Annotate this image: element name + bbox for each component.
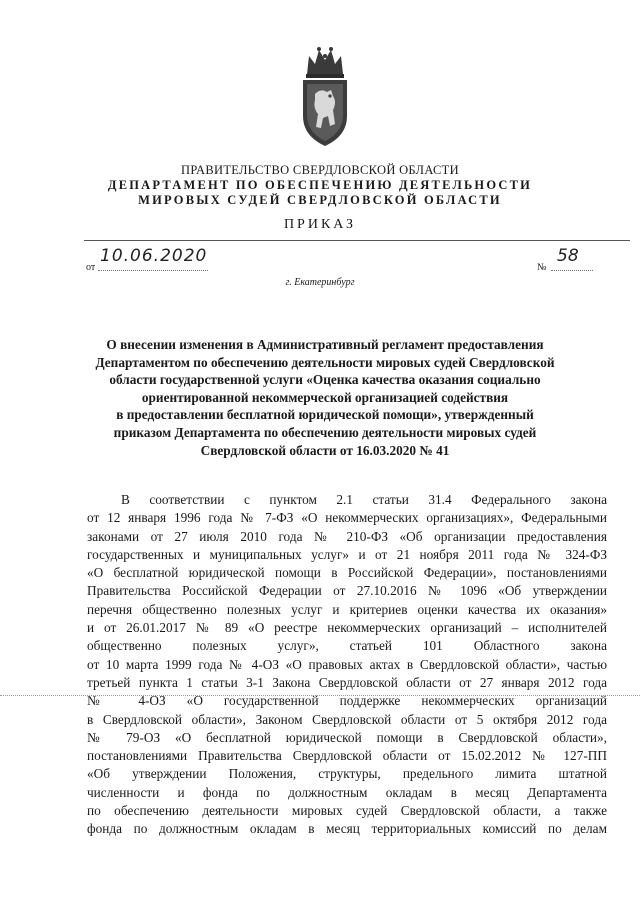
- scan-artifact-line: [0, 695, 640, 696]
- order-title: [72, 336, 578, 459]
- body-line: № 4-ОЗ «О государственной поддержке некоммерческих организаций: [87, 693, 607, 709]
- body-line: от 10 марта 1999 года № 4-ОЗ «О правовых актах в Свердловской области», частью: [87, 656, 607, 672]
- number-underline: [551, 270, 593, 271]
- body-line: В соответствии с пунктом 2.1 статьи 31.4 Федерального закона: [121, 492, 607, 507]
- body-line: общественно полезных услуг», статьей 101 Областного закона: [87, 638, 607, 654]
- body-line: постановлениями Правительства Свердловской области от 15.02.2012 № 127-ПП: [87, 748, 607, 764]
- body-line: Правительства Российской Федерации от 27.10.2016 № 1096 «Об утверждении: [87, 583, 607, 599]
- body-line: фонда по должностным окладам в месяц территориальных комиссий по делам: [87, 821, 607, 837]
- date-label: от: [86, 262, 96, 273]
- title-line: приказом Департамента по обеспечению деятельности мировых судей: [113, 424, 537, 440]
- title-line: Свердловской области от 16.03.2020 № 41: [200, 442, 450, 458]
- body-line: третьей пункта 1 статьи 3-1 Закона Свердловской области от 27 января 2012 года: [87, 674, 607, 690]
- title-line: О внесении изменения в Административный регламент предоставления: [106, 337, 544, 352]
- body-line: от 12 января 1996 года № 7-ФЗ «О некоммерческих организациях», Федеральными: [87, 510, 607, 526]
- title-line: ориентированной некоммерческой организацией содействия: [141, 389, 509, 405]
- number-label: №: [537, 262, 547, 273]
- title-line: Департаментом по обеспечению деятельности мировых судей Свердловской: [95, 354, 555, 370]
- body-line: государственных и муниципальных услуг» и от 21 ноября 2011 года № 324-ФЗ: [87, 546, 607, 562]
- order-date: 10.06.2020: [100, 246, 208, 266]
- title-line: в предоставлении бесплатной юридической помощи», утвержденный: [116, 407, 534, 423]
- body-line: «Об утверждении Положения, структуры, предельного лимита штатной: [87, 766, 607, 782]
- body-line: № 79-ОЗ «О бесплатной юридической помощи в Свердловской области»,: [87, 729, 607, 745]
- header-divider: [84, 240, 630, 241]
- body-line: перечня общественно полезных услуг и критериев оценки качества их оказания»: [87, 601, 607, 617]
- body-line: «О бесплатной юридической помощи в Российской Федерации», постановлениями: [87, 565, 607, 581]
- document-type: ПРИКАЗ: [283, 217, 357, 232]
- order-number: 58: [557, 246, 579, 266]
- coat-of-arms-icon: [297, 44, 353, 148]
- department-name-line-1: ДЕПАРТАМЕНТ ПО ОБЕСПЕЧЕНИЮ ДЕЯТЕЛЬНОСТИ: [107, 178, 533, 192]
- body-line: в Свердловской области», Законом Свердловской области от 5 октября 2012 года: [87, 711, 607, 727]
- government-name: ПРАВИТЕЛЬСТВО СВЕРДЛОВСКОЙ ОБЛАСТИ: [181, 163, 459, 177]
- date-underline: [98, 270, 208, 271]
- body-line: и от 26.01.2017 № 89 «О реестре некоммерческих организаций – исполнителей: [87, 620, 607, 636]
- body-paragraph: [87, 491, 607, 839]
- body-line: по обеспечению деятельности мировых судей Свердловской области, а также: [87, 803, 607, 819]
- title-line: области государственной услуги «Оценка качества оказания социально: [109, 372, 541, 388]
- body-line: численности и фонда по должностным окладам в месяц Департамента: [87, 784, 607, 800]
- body-line: законами от 27 июля 2010 года № 210-ФЗ «Об организации предоставления: [87, 528, 607, 544]
- department-name-line-2: МИРОВЫХ СУДЕЙ СВЕРДЛОВСКОЙ ОБЛАСТИ: [138, 193, 502, 207]
- city: г. Екатеринбург: [285, 277, 355, 288]
